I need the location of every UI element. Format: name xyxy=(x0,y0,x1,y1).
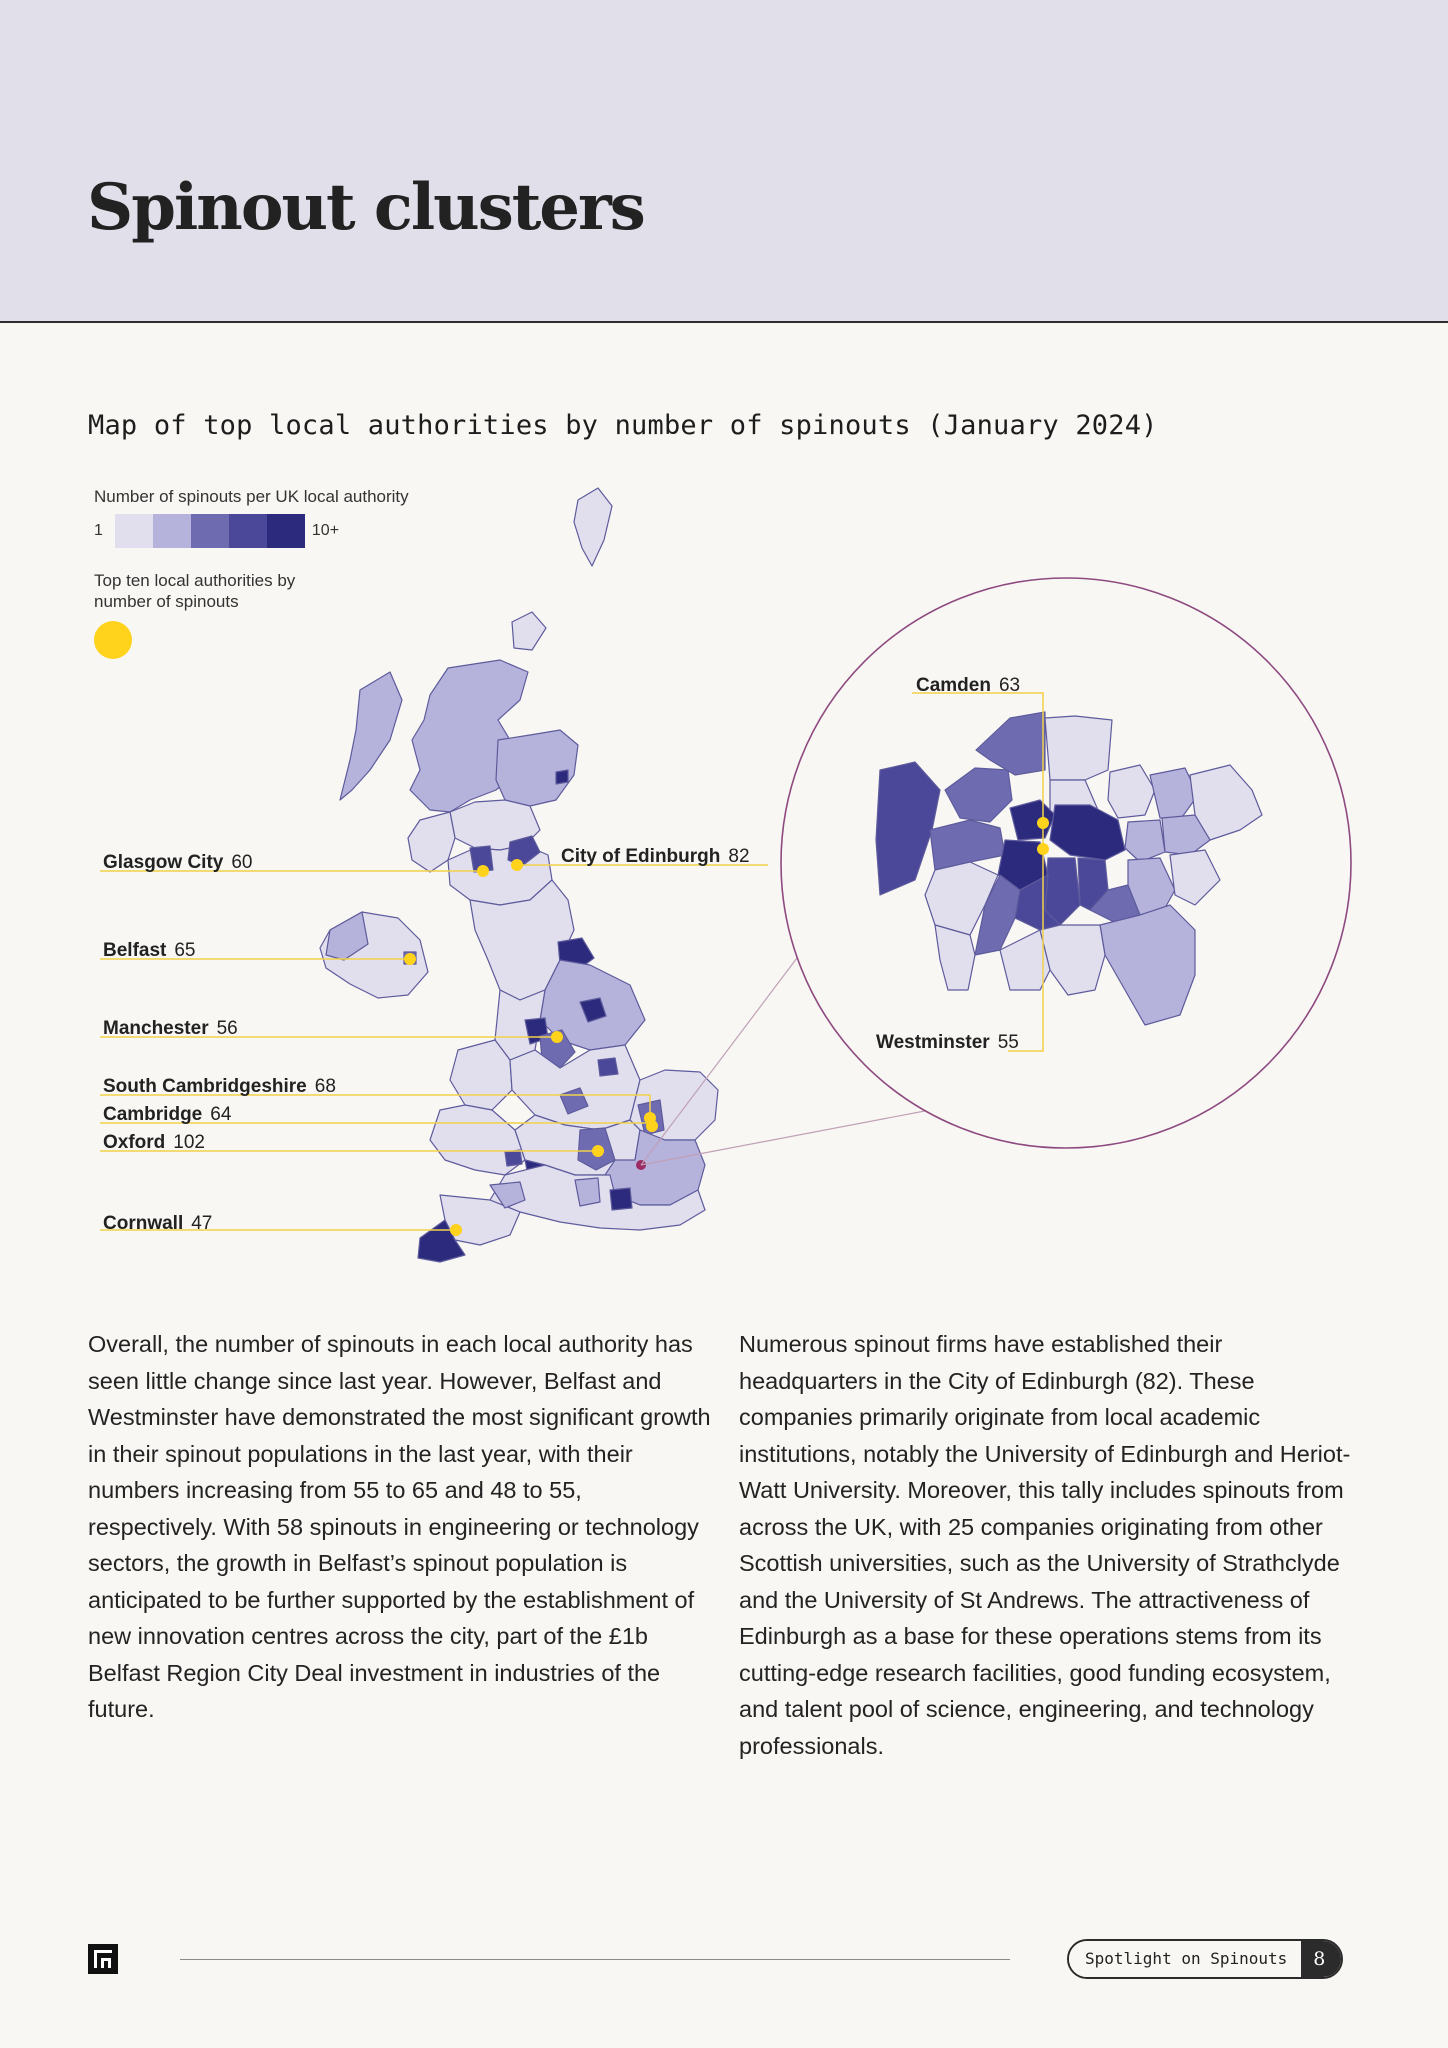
region-midlands xyxy=(510,1045,640,1130)
region-orkney xyxy=(512,612,546,650)
region-nottingham xyxy=(598,1058,618,1076)
callout-south-cambridgeshire: South Cambridgeshire 68 xyxy=(103,1076,336,1097)
region-north-wales xyxy=(450,1040,512,1110)
dot-cornwall xyxy=(450,1224,462,1236)
footer-publication-pill xyxy=(1067,1939,1343,1979)
dot-cambridge xyxy=(646,1120,658,1132)
legend-max-label: 10+ xyxy=(311,522,340,539)
legend-top-ten-label: Top ten local authorities by number of spinouts xyxy=(94,571,296,611)
dot-belfast xyxy=(404,953,416,965)
page-title: Spinout clusters xyxy=(87,170,644,245)
footer-logo-icon xyxy=(88,1944,118,1974)
dot-camden xyxy=(1037,817,1049,829)
region-shetland xyxy=(574,488,612,566)
legend-min-label: 1 xyxy=(94,522,103,539)
callout-manchester: Manchester 56 xyxy=(103,1018,238,1039)
region-cardiff xyxy=(505,1150,522,1166)
callout-glasgow: Glasgow City 60 xyxy=(103,852,253,873)
callout-camden: Camden 63 xyxy=(916,675,1021,696)
dot-glasgow xyxy=(477,865,489,877)
region-hampshire xyxy=(575,1178,600,1206)
map-title: Map of top local authorities by number of spinouts (January 2024) xyxy=(88,410,1158,441)
body-text-left: Overall, the number of spinouts in each local authority has seen little change since last year. However, Belfast and Westminster have demonstrated the most significant growth in their spinout populations in the last year, with their numbers increasing from 55 to 65 and 48 to 55, respectively. With 58 spinouts in engineering or technology sectors, the growth in Belfast’s spinout population is anticipated to be further supported by the establishment of new innovation centres across the city, part of the £1b Belfast Region City Deal investment in industries of the future. xyxy=(88,1331,711,1722)
footer-page-number: 8 xyxy=(1301,1941,1341,1977)
callout-cambridge: Cambridge 64 xyxy=(103,1104,232,1125)
region-aberdeen xyxy=(556,770,568,784)
body-text-right: Numerous spinout firms have established their headquarters in the City of Edinburgh (82). These companies primarily originate from local academic institutions, notably the University of Edinburgh and Heriot-Watt University. Moreover, this tally includes spinouts from across the UK, with 25 companies originating from other Scottish universities, such as the University of Strathclyde and the University of St Andrews. The attractiveness of Edinburgh as a base for these operations stems from its cutting-edge research facilities, good funding ecosystem, and talent pool of science, engineering, and technology professionals. xyxy=(739,1331,1351,1759)
callout-oxford: Oxford 102 xyxy=(103,1132,205,1153)
callout-edinburgh: City of Edinburgh 82 xyxy=(561,846,750,867)
footer-publication-title: Spotlight on Spinouts xyxy=(1069,1941,1301,1977)
callout-belfast: Belfast 65 xyxy=(103,940,196,961)
callout-cornwall: Cornwall 47 xyxy=(103,1213,213,1234)
callout-westminster: Westminster 55 xyxy=(876,1032,1019,1053)
dot-edinburgh xyxy=(511,859,523,871)
dot-westminster xyxy=(1037,843,1049,855)
region-hebrides xyxy=(340,672,402,800)
legend-scale-label: Number of spinouts per UK local authority xyxy=(94,487,409,506)
region-scotland-north-east xyxy=(496,730,578,806)
inset-connector-top xyxy=(641,954,800,1165)
region-surrey xyxy=(610,1188,632,1210)
dot-oxford xyxy=(592,1145,604,1157)
footer-rule xyxy=(180,1959,1010,1960)
borough-enfield-north xyxy=(1045,716,1112,780)
dot-manchester xyxy=(551,1031,563,1043)
